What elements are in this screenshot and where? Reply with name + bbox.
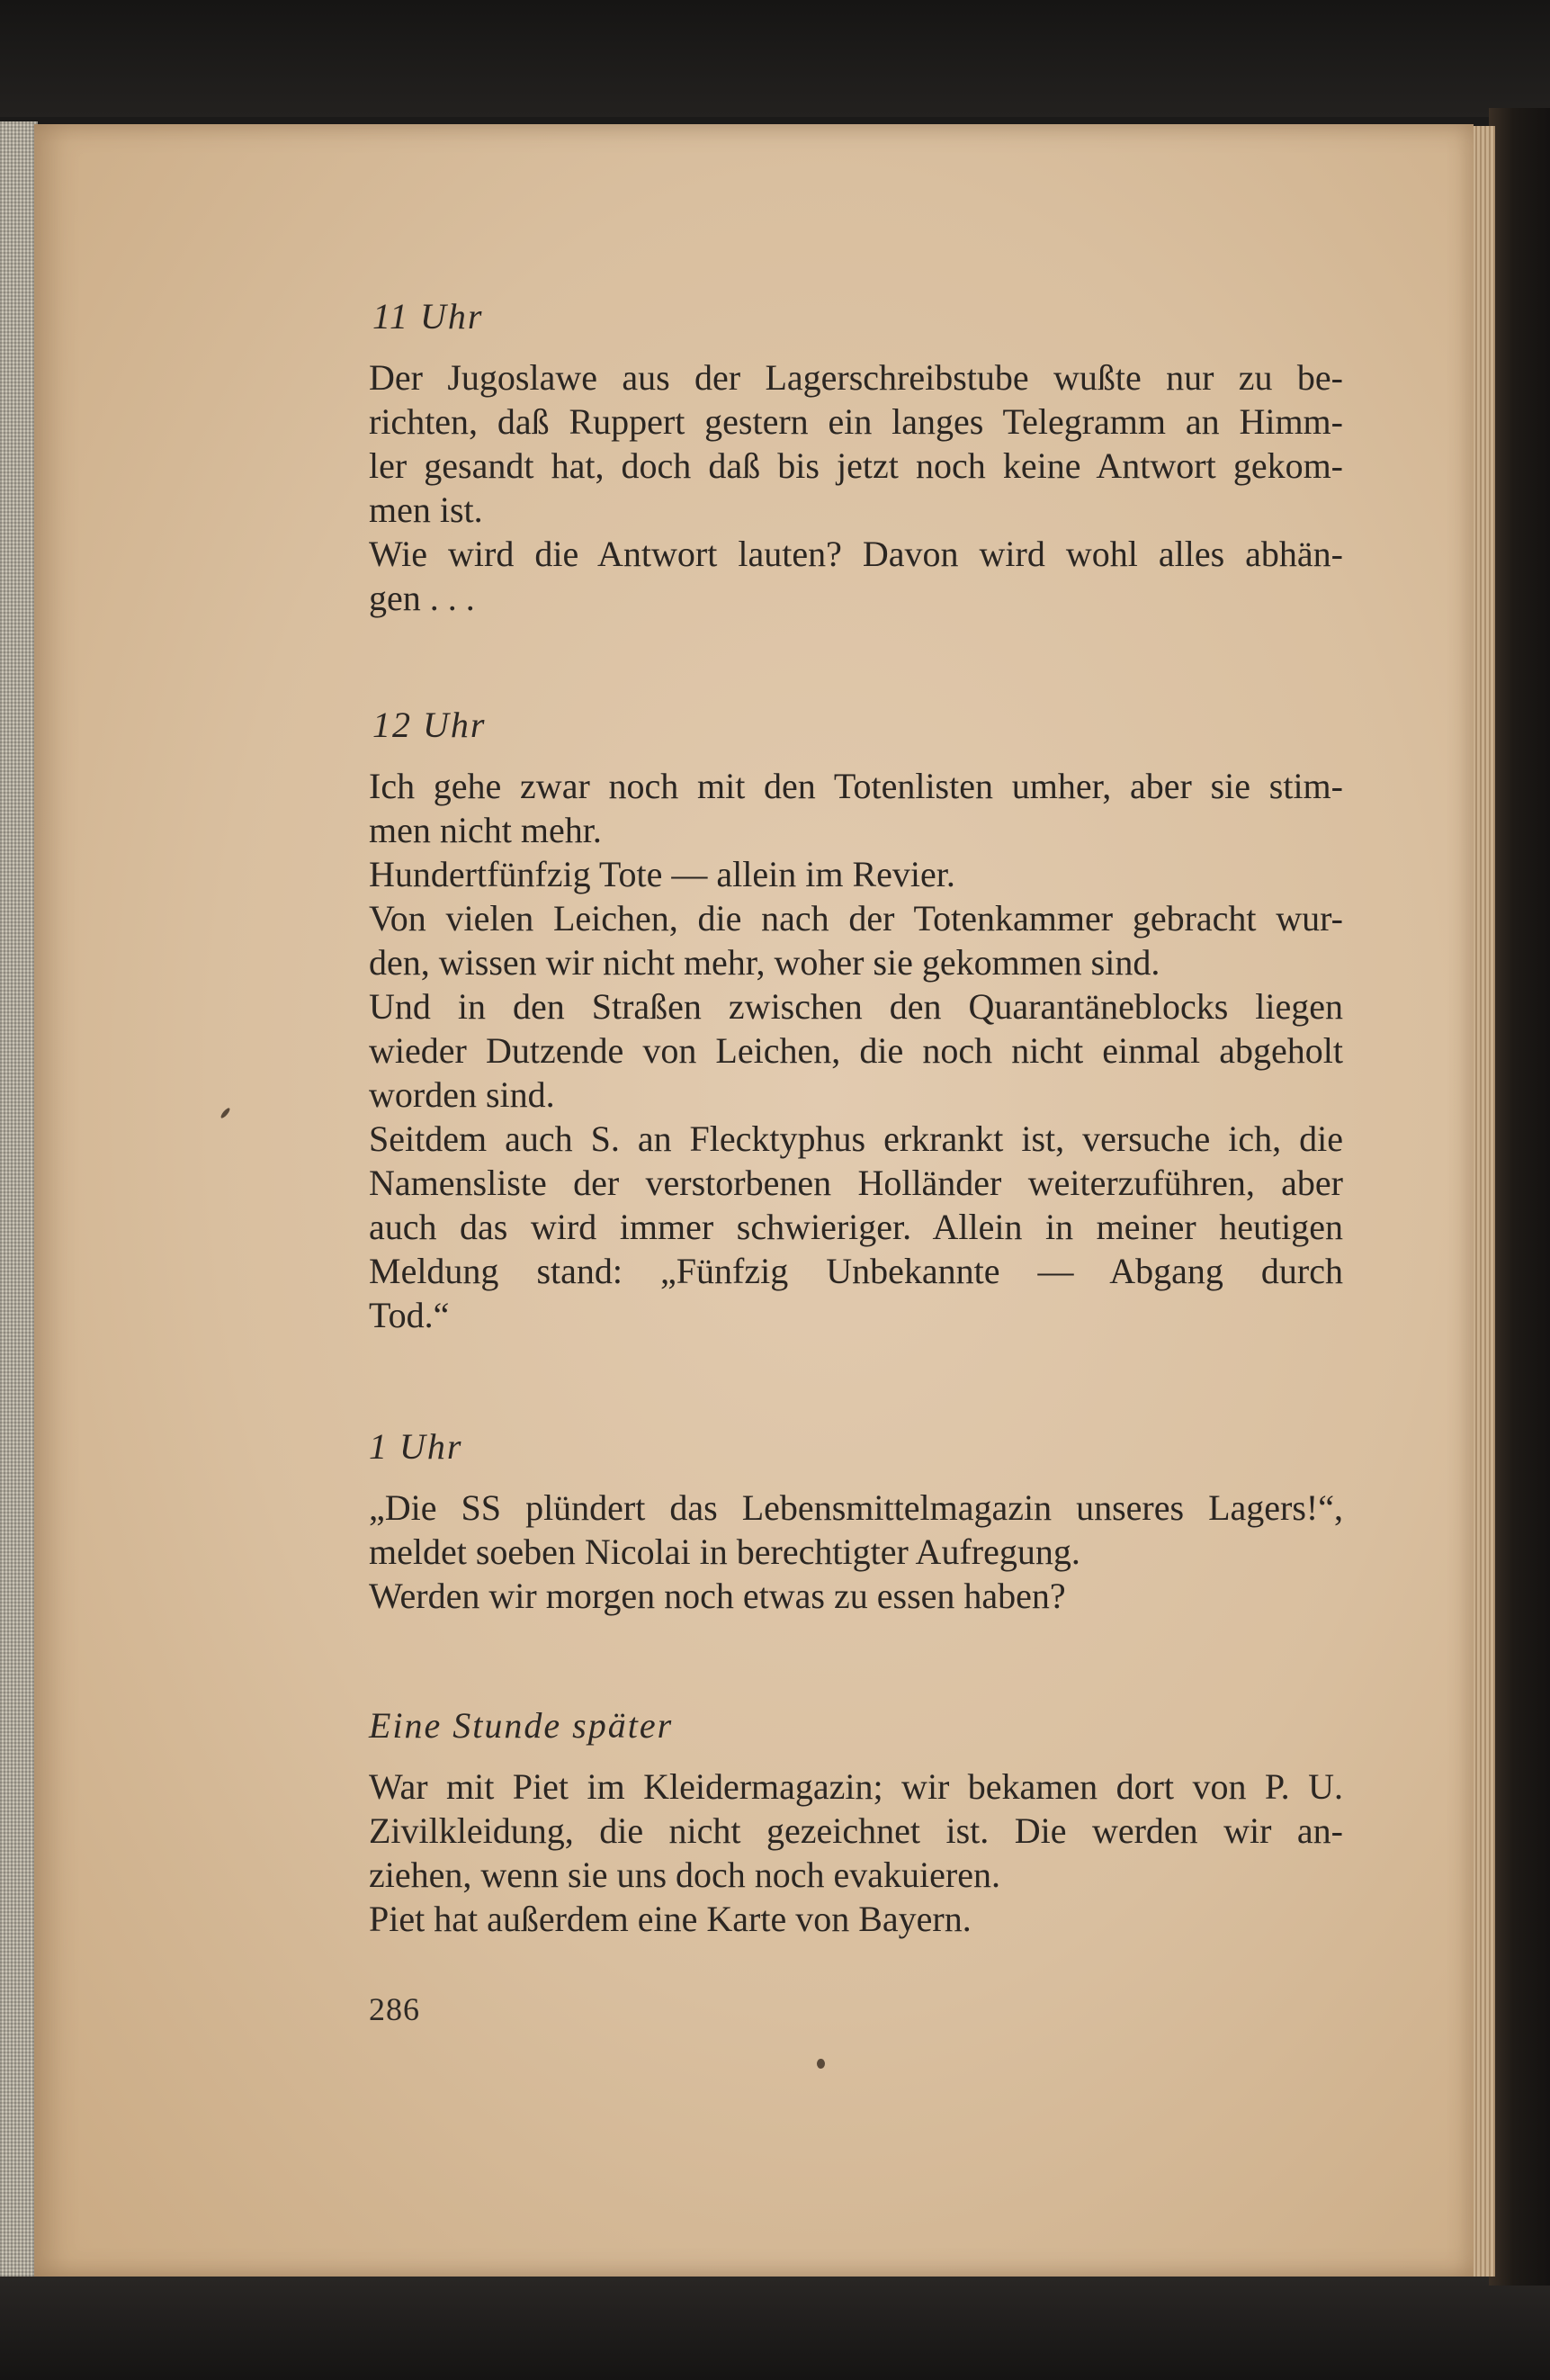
- text-line: Ich gehe zwar noch mit den Totenlisten umher, aber sie stim-: [369, 766, 1343, 806]
- text-line: Und in den Straßen zwischen den Quarantäneblocks liegen: [369, 986, 1343, 1027]
- text-line: Werden wir morgen noch etwas zu essen haben?: [369, 1576, 1066, 1616]
- text-line: ziehen, wenn sie uns doch noch evakuieren.: [369, 1855, 1000, 1895]
- book-cover-bottom: [0, 2272, 1550, 2380]
- book-cover-top: [0, 0, 1550, 117]
- text-line: Wie wird die Antwort lauten? Davon wird wohl alles abhän-: [369, 534, 1343, 574]
- text-line: wieder Dutzende von Leichen, die noch nicht einmal abgeholt: [369, 1030, 1343, 1071]
- text-line: richten, daß Ruppert gestern ein langes Telegramm an Himm-: [369, 401, 1343, 442]
- text-line: Hundertfünfzig Tote — allein im Revier.: [369, 854, 955, 894]
- text-line: Zivilkleidung, die nicht gezeichnet ist. Die werden wir an-: [369, 1810, 1343, 1851]
- text-line: meldet soeben Nicolai in berechtigter Aufregung.: [369, 1531, 1080, 1572]
- text-line: worden sind.: [369, 1074, 555, 1115]
- text-line: men ist.: [369, 489, 483, 530]
- page-number: 286: [369, 1991, 420, 2027]
- text-line: Von vielen Leichen, die nach der Totenkammer gebracht wur-: [369, 898, 1343, 939]
- text-line: Namensliste der verstorbenen Holländer weiterzuführen, aber: [369, 1163, 1343, 1203]
- section-heading: 12 Uhr: [372, 705, 487, 745]
- text-line: auch das wird immer schwieriger. Allein in meiner heutigen: [369, 1207, 1343, 1247]
- text-line: gen . . .: [369, 578, 475, 618]
- section-heading: Eine Stunde später: [369, 1705, 674, 1746]
- text-line: Piet hat außerdem eine Karte von Bayern.: [369, 1899, 972, 1939]
- paper-speck: [220, 1107, 231, 1119]
- paper-speck: [817, 2059, 825, 2069]
- text-line: Seitdem auch S. an Flecktyphus erkrankt ist, versuche ich, die: [369, 1118, 1343, 1159]
- text-line: den, wissen wir nicht mehr, woher sie gekommen sind.: [369, 942, 1160, 983]
- text-line: men nicht mehr.: [369, 810, 602, 850]
- book-page: [34, 124, 1474, 2277]
- text-line: ler gesandt hat, doch daß bis jetzt noch keine Antwort gekom-: [369, 445, 1343, 486]
- text-line: Der Jugoslawe aus der Lagerschreibstube wußte nur zu be-: [369, 357, 1343, 398]
- text-line: „Die SS plündert das Lebensmittelmagazin unseres Lagers!“,: [369, 1487, 1343, 1528]
- text-line: Meldung stand: „Fünfzig Unbekannte — Abgang durch: [369, 1251, 1343, 1291]
- book-binding: [0, 121, 38, 2277]
- text-line: Tod.“: [369, 1295, 450, 1335]
- book-cover-right: [1489, 108, 1550, 2286]
- text-line: War mit Piet im Kleidermagazin; wir bekamen dort von P. U.: [369, 1766, 1343, 1807]
- section-heading: 1 Uhr: [369, 1426, 463, 1467]
- section-heading: 11 Uhr: [372, 296, 484, 337]
